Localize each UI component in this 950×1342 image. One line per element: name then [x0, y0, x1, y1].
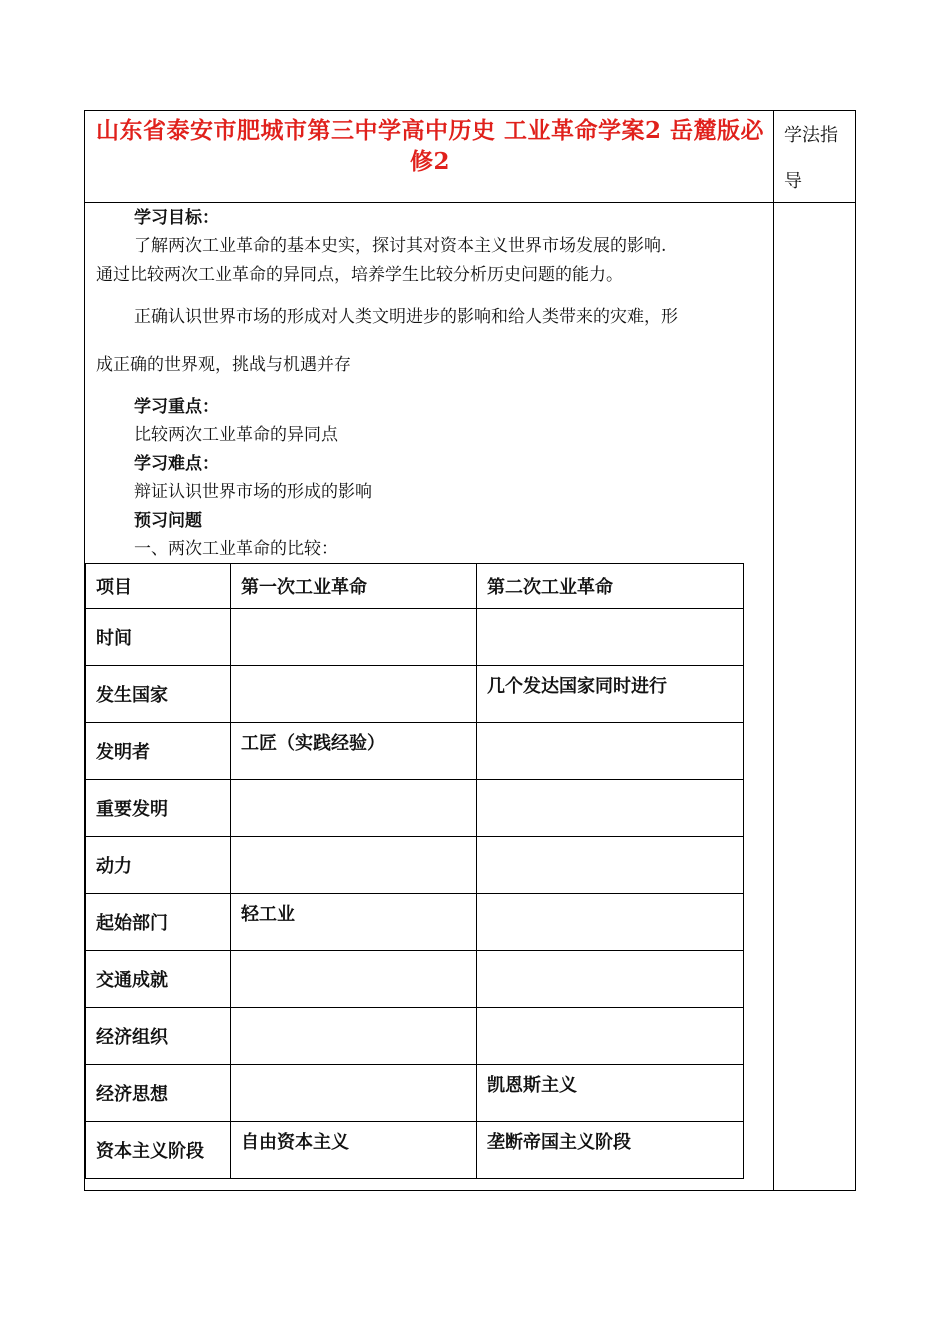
- first-revolution-cell: [231, 1008, 477, 1065]
- goal-3-line-1: 正确认识世界市场的形成对人类文明进步的影响和给人类带来的灾难，形: [134, 307, 678, 327]
- header-second-revolution: 第二次工业革命: [477, 564, 744, 609]
- side-header-line-2: 导: [784, 171, 802, 192]
- first-revolution-cell: [231, 837, 477, 894]
- second-revolution-cell: [477, 723, 744, 780]
- comparison-table: [85, 563, 744, 1179]
- row-label: 经济组织: [86, 1008, 231, 1065]
- first-revolution-cell: 自由资本主义: [231, 1122, 477, 1179]
- second-revolution-cell: [477, 894, 744, 951]
- document-title: 山东省泰安市肥城市第三中学高中历史 工业革命学案2 岳麓版必修2: [95, 117, 765, 175]
- second-revolution-cell: [477, 1008, 744, 1065]
- second-revolution-cell: [477, 951, 744, 1008]
- table-header-row: [86, 564, 744, 609]
- table-row: [86, 837, 744, 894]
- table-row: [86, 609, 744, 666]
- table-row: [86, 723, 744, 780]
- row-label: 发生国家: [86, 666, 231, 723]
- row-label: 资本主义阶段: [86, 1122, 231, 1179]
- row-label: 发明者: [86, 723, 231, 780]
- row-label: 起始部门: [86, 894, 231, 951]
- table-row: [86, 1065, 744, 1122]
- second-revolution-cell: [477, 780, 744, 837]
- preview-heading: 预习问题: [134, 511, 202, 531]
- second-revolution-cell: 凯恩斯主义: [477, 1065, 744, 1122]
- first-revolution-cell: 轻工业: [231, 894, 477, 951]
- first-revolution-cell: [231, 780, 477, 837]
- row-label: 动力: [86, 837, 231, 894]
- first-revolution-cell: 工匠（实践经验）: [231, 723, 477, 780]
- header-first-revolution: 第一次工业革命: [231, 564, 477, 609]
- title-divider: [84, 202, 856, 203]
- row-label: 交通成就: [86, 951, 231, 1008]
- row-label: 经济思想: [86, 1065, 231, 1122]
- second-revolution-cell: [477, 837, 744, 894]
- goal-3-line-2: 成正确的世界观，挑战与机遇并存: [96, 355, 351, 375]
- second-revolution-cell: [477, 609, 744, 666]
- first-revolution-cell: [231, 1065, 477, 1122]
- second-revolution-cell: 几个发达国家同时进行: [477, 666, 744, 723]
- header-item: 项目: [86, 564, 231, 609]
- side-column-header: [784, 113, 850, 205]
- table-row: [86, 666, 744, 723]
- key-heading: 学习重点：: [134, 397, 219, 417]
- column-divider: [773, 110, 774, 1191]
- first-revolution-cell: [231, 666, 477, 723]
- second-revolution-cell: 垄断帝国主义阶段: [477, 1122, 744, 1179]
- difficulty-heading: 学习难点：: [134, 454, 219, 474]
- section-1-heading: 一、两次工业革命的比较：: [134, 539, 338, 559]
- first-revolution-cell: [231, 951, 477, 1008]
- key-text: 比较两次工业革命的异同点: [134, 425, 338, 445]
- goals-heading: 学习目标：: [134, 208, 219, 228]
- goal-2: 通过比较两次工业革命的异同点，培养学生比较分析历史问题的能力。: [96, 265, 623, 285]
- side-header-line-1: 学法指: [784, 125, 838, 146]
- table-row: [86, 780, 744, 837]
- goal-1: 了解两次工业革命的基本史实，探讨其对资本主义世界市场发展的影响.: [134, 236, 667, 256]
- table-row: [86, 1008, 744, 1065]
- first-revolution-cell: [231, 609, 477, 666]
- difficulty-text: 辩证认识世界市场的形成的影响: [134, 482, 372, 502]
- table-row: [86, 894, 744, 951]
- table-row: [86, 951, 744, 1008]
- row-label: 时间: [86, 609, 231, 666]
- row-label: 重要发明: [86, 780, 231, 837]
- table-row: [86, 1122, 744, 1179]
